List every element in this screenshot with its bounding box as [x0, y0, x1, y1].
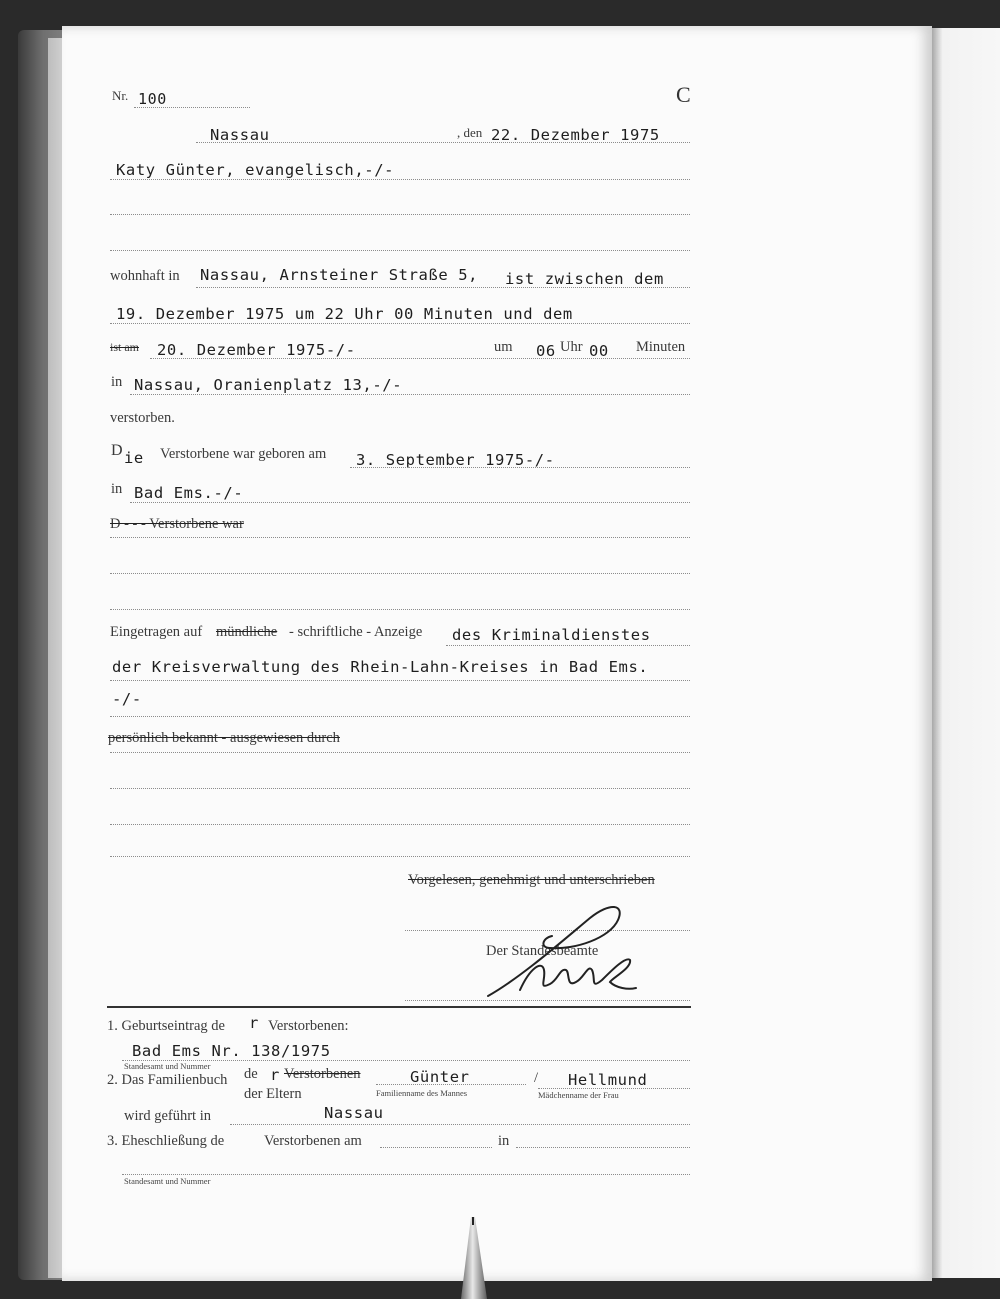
struck-muendlich: mündliche [216, 624, 278, 640]
birth-in-label: in [111, 481, 123, 497]
birth-entry-caption: Standesamt und Nummer [124, 1061, 211, 1071]
mother-name-line [538, 1088, 690, 1089]
nr-value: 100 [138, 90, 167, 108]
struck-identity: persönlich bekannt - ausgewiesen durch [108, 730, 340, 746]
registration-value-3: -/- [112, 690, 142, 708]
registration-line-1 [446, 645, 690, 646]
family-book-label: 2. Das Familienbuch [107, 1072, 228, 1088]
birth-entry-rest: Verstorbenen: [268, 1018, 349, 1034]
death-minute: 00 [589, 342, 609, 360]
blank-line-8 [110, 856, 690, 857]
registration-value-2: der Kreisverwaltung des Rhein-Lahn-Kreises in Bad Ems. [112, 658, 649, 676]
father-name-caption: Familienname des Mannes [376, 1088, 468, 1098]
place-value: Nassau [210, 126, 270, 144]
struck-read-approved: Vorgelesen, genehmigt und unterschrieben [408, 872, 655, 888]
birth-label: Verstorbene war geboren am [160, 446, 327, 462]
adjacent-page [930, 28, 1000, 1278]
father-name: Günter [410, 1068, 470, 1086]
residence-value: Nassau, Arnsteiner Straße 5, [200, 266, 479, 284]
blank-line-5 [110, 609, 690, 610]
blank-line-1 [110, 214, 690, 215]
nr-line [134, 107, 250, 108]
minuten-label: Minuten [636, 339, 686, 355]
registration-label-rest: - schriftliche - Anzeige [289, 624, 423, 640]
death-in-label: in [111, 374, 123, 390]
marriage-record-caption: Standesamt und Nummer [124, 1176, 211, 1186]
birth-place: Bad Ems.-/- [134, 484, 244, 502]
period-to-date: 20. Dezember 1975-/- [157, 341, 356, 359]
name-separator: / [534, 1070, 539, 1086]
deceased-line [110, 179, 690, 180]
kept-in-value: Nassau [324, 1104, 384, 1122]
mother-name-caption: Mädchenname der Frau [538, 1090, 619, 1100]
kept-in-label: wird geführt in [124, 1108, 211, 1124]
blank-line-4 [110, 573, 690, 574]
identity-line [110, 752, 690, 753]
blank-line-7 [110, 824, 690, 825]
pen-tip-image [455, 1215, 495, 1299]
period-from: 19. Dezember 1975 um 22 Uhr 00 Minuten und dem [116, 305, 573, 323]
blank-line-6 [110, 788, 690, 789]
kept-in-line [230, 1124, 690, 1125]
date-value: 22. Dezember 1975 [491, 126, 660, 144]
family-book-r: r [270, 1066, 280, 1084]
struck-ist-am: ist am [110, 340, 139, 354]
death-place-line [130, 394, 690, 395]
struck-verstorbenen: Verstorbenen [284, 1066, 361, 1082]
period-line [110, 323, 690, 324]
birth-date: 3. September 1975-/- [356, 451, 555, 469]
form-letter: C [676, 82, 691, 107]
section-divider [107, 1006, 691, 1008]
father-name-line [376, 1084, 526, 1085]
registration-line-2 [110, 680, 690, 681]
blank-line-2 [110, 250, 690, 251]
birth-d-label: D [111, 442, 123, 459]
um-label: um [494, 339, 513, 355]
birth-place-line [130, 502, 690, 503]
family-book-de: de [244, 1066, 258, 1082]
den-label: , den [457, 125, 483, 140]
date-time-line [150, 358, 690, 359]
birth-entry-label: 1. Geburtseintrag de [107, 1018, 225, 1034]
birth-d-fill: ie [124, 449, 144, 467]
marriage-date-line [380, 1147, 492, 1148]
birth-entry-fill: r [249, 1014, 259, 1032]
birth-date-line [350, 467, 690, 468]
birth-entry-value: Bad Ems Nr. 138/1975 [132, 1042, 331, 1060]
marriage-in-label: in [498, 1133, 510, 1149]
death-place: Nassau, Oranienplatz 13,-/- [134, 376, 403, 394]
registration-label: Eingetragen auf [110, 624, 203, 640]
verstorben-label: verstorben. [110, 410, 175, 426]
mother-name: Hellmund [568, 1071, 648, 1089]
deceased-name: Katy Günter, evangelisch,-/- [116, 161, 395, 179]
residence-label: wohnhaft in [110, 268, 180, 284]
family-book-eltern: der Eltern [244, 1086, 302, 1102]
struck-verstorbene-war: D - - - Verstorbene war [110, 516, 244, 532]
place-date-line [196, 142, 690, 143]
marriage-label: 3. Eheschließung de [107, 1133, 225, 1149]
marriage-place-line [516, 1147, 690, 1148]
nr-label: Nr. [112, 88, 129, 103]
registration-value-1: des Kriminaldienstes [452, 626, 651, 644]
death-hour: 06 [536, 342, 556, 360]
marriage-record-line [122, 1174, 690, 1175]
uhr-label: Uhr [560, 339, 583, 355]
registration-line-3 [110, 716, 690, 717]
official-signature [480, 898, 650, 1004]
residence-line [196, 287, 690, 288]
official-title: Der Standesbeamte [486, 943, 599, 959]
between-text: ist zwischen dem [505, 270, 664, 288]
blank-line-3 [110, 537, 690, 538]
marriage-rest: Verstorbenen am [264, 1133, 362, 1149]
